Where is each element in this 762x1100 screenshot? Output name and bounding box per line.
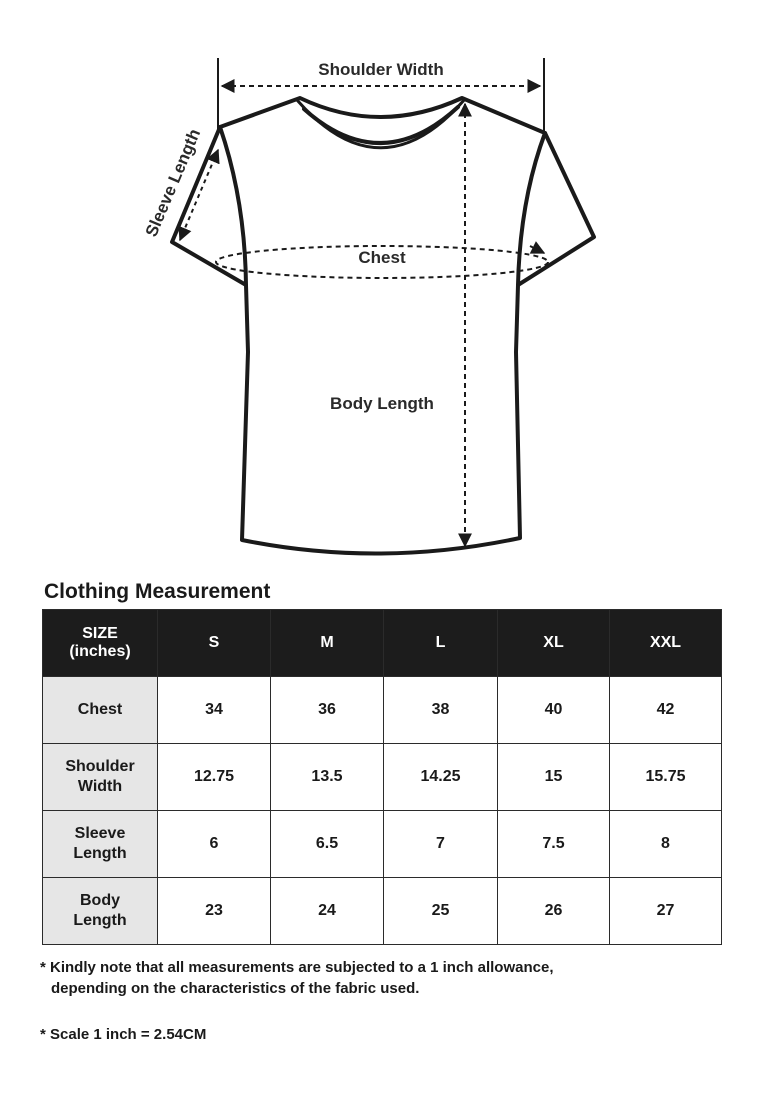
row-label-line: Width [77,778,123,795]
table-cell: 7.5 [498,811,610,878]
table-cell: 15.75 [610,744,722,811]
table-cell: 42 [610,677,722,744]
chest-label: Chest [358,248,406,267]
table-row-body-length [43,878,722,945]
allowance-note [40,957,680,999]
body-length-label: Body Length [330,394,434,413]
row-label [43,677,158,744]
size-unit-header [43,610,158,677]
table-row-chest [43,677,722,744]
table-cell: 6 [158,811,271,878]
unit-label: (inches) [69,643,131,660]
size-header-xxl: XXL [610,610,722,677]
table-cell: 36 [271,677,384,744]
row-label-line: Sleeve [74,825,126,842]
table-cell: 23 [158,878,271,945]
size-chart-table [42,609,722,945]
row-label [43,744,158,811]
table-row-shoulder-width [43,744,722,811]
table-cell: 34 [158,677,271,744]
table-row-sleeve-length [43,811,722,878]
table-cell: 7 [384,811,498,878]
shoulder-width-label: Shoulder Width [318,60,444,79]
table-cell: 12.75 [158,744,271,811]
row-label [43,811,158,878]
row-label-line: Length [73,845,127,862]
size-label: SIZE [82,625,118,642]
table-cell: 14.25 [384,744,498,811]
table-cell: 25 [384,878,498,945]
allowance-note-line2: depending on the characteristics of the fabric used. [51,980,420,997]
row-label-line: Chest [77,701,123,718]
table-cell: 6.5 [271,811,384,878]
table-cell: 27 [610,878,722,945]
table-cell: 26 [498,878,610,945]
row-label-line: Length [73,912,127,929]
row-label-line: Body [80,892,120,909]
table-cell: 40 [498,677,610,744]
scale-note: * Scale 1 inch = 2.54CM [40,1026,207,1043]
table-cell: 24 [271,878,384,945]
table-cell: 38 [384,677,498,744]
size-header-s: S [158,610,271,677]
table-title: Clothing Measurement [44,580,271,603]
allowance-note-line1: * Kindly note that all measurements are subjected to a 1 inch allowance, [40,959,554,976]
size-header-m: M [271,610,384,677]
size-header-xl: XL [498,610,610,677]
tshirt-outline [172,98,594,554]
table-cell: 8 [610,811,722,878]
table-header-row [43,610,722,677]
table-cell: 13.5 [271,744,384,811]
size-header-l: L [384,610,498,677]
sleeve-length-label: Sleeve Length [141,126,205,240]
row-label [43,878,158,945]
table-cell: 15 [498,744,610,811]
row-label-line: Shoulder [65,758,135,775]
